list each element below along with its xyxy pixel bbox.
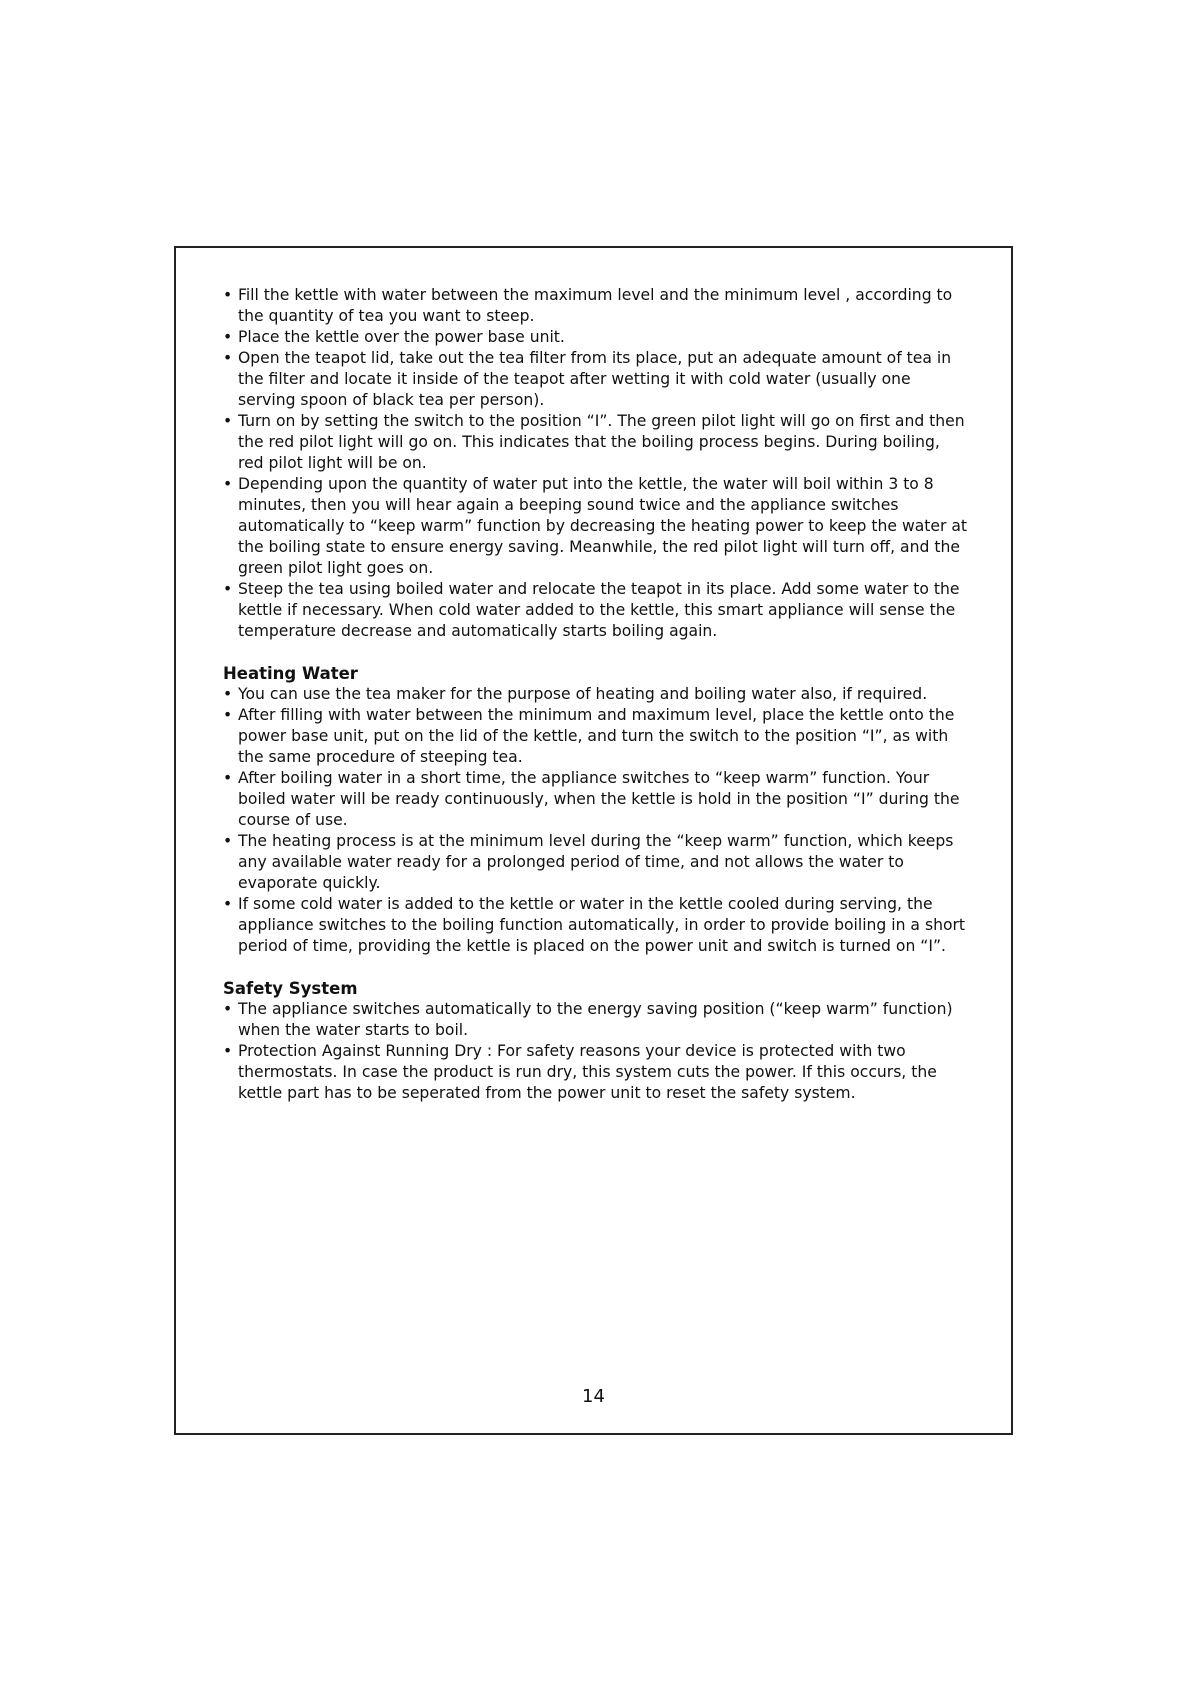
list-item-text: Fill the kettle with water between the maximum level and the minimum level , according to the quantity of tea you want to steep.	[238, 286, 953, 325]
list-item-text: Place the kettle over the power base unit.	[238, 328, 565, 346]
list-item	[223, 684, 967, 705]
list-item-text: Steep the tea using boiled water and relocate the teapot in its place. Add some water to the kettle if necessary. When cold water added to the kettle, this smart appliance will sense the temperature decrease and automatically starts boiling again.	[238, 580, 960, 640]
list-item	[223, 705, 967, 768]
heating-water-heading: Heating Water	[223, 664, 358, 683]
list-item	[223, 285, 967, 327]
safety-system-list	[223, 999, 967, 1104]
list-item-text: Depending upon the quantity of water put into the kettle, the water will boil within 3 to 8 minutes, then you will hear again a beeping sound twice and the appliance switches automatically to “keep warm” function by decreasing the heating power to keep the water at the boiling state to ensure energy saving. Meanwhile, the red pilot light will turn off, and the green pilot light goes on.	[238, 475, 968, 577]
page-content	[223, 285, 967, 1104]
bullet-icon: •	[223, 895, 233, 913]
list-item	[223, 999, 967, 1041]
intro-steps-list	[223, 285, 967, 642]
section-spacer	[223, 642, 967, 663]
list-item-text: If some cold water is added to the kettle or water in the kettle cooled during serving, the appliance switches to the boiling function automatically, in order to provide boiling in a short period of time, providing the kettle is placed on the power unit and switch is turned on “I”.	[238, 895, 966, 955]
bullet-icon: •	[223, 349, 233, 367]
bullet-icon: •	[223, 832, 233, 850]
list-item	[223, 348, 967, 411]
list-item	[223, 894, 967, 957]
safety-system-heading: Safety System	[223, 979, 358, 998]
list-item-text: The appliance switches automatically to the energy saving position (“keep warm” function) when the water starts to boil.	[238, 1000, 953, 1039]
list-item-text: Protection Against Running Dry : For safety reasons your device is protected with two thermostats. In case the product is run dry, this system cuts the power. If this occurs, the kettle part has to be seperated from the power unit to reset the safety system.	[238, 1042, 937, 1102]
list-item	[223, 831, 967, 894]
section-spacer	[223, 957, 967, 978]
list-item-text: After boiling water in a short time, the appliance switches to “keep warm” function. Your boiled water will be ready continuously, when the kettle is hold in the position “I” during the course of use.	[238, 769, 960, 829]
list-item-text: Turn on by setting the switch to the position “I”. The green pilot light will go on first and then the red pilot light will go on. This indicates that the boiling process begins. During boiling, red pilot light will be on.	[238, 412, 965, 472]
bullet-icon: •	[223, 328, 233, 346]
list-item-text: The heating process is at the minimum level during the “keep warm” function, which keeps any available water ready for a prolonged period of time, and not allows the water to evaporate quickly.	[238, 832, 954, 892]
page-frame	[174, 246, 1013, 1435]
bullet-icon: •	[223, 769, 233, 787]
list-item	[223, 768, 967, 831]
bullet-icon: •	[223, 1042, 233, 1060]
list-item-text: After filling with water between the minimum and maximum level, place the kettle onto the power base unit, put on the lid of the kettle, and turn the switch to the position “I”, as with the same procedure of steeping tea.	[238, 706, 955, 766]
bullet-icon: •	[223, 685, 233, 703]
list-item-text: You can use the tea maker for the purpose of heating and boiling water also, if required.	[238, 685, 928, 703]
bullet-icon: •	[223, 580, 233, 598]
list-item	[223, 1041, 967, 1104]
page-number: 14	[582, 1386, 605, 1407]
list-item	[223, 327, 967, 348]
bullet-icon: •	[223, 1000, 233, 1018]
list-item	[223, 411, 967, 474]
bullet-icon: •	[223, 706, 233, 724]
list-item-text: Open the teapot lid, take out the tea filter from its place, put an adequate amount of tea in the filter and locate it inside of the teapot after wetting it with cold water (usually one serving spoon of black tea per person).	[238, 349, 952, 409]
list-item	[223, 474, 967, 579]
list-item	[223, 579, 967, 642]
bullet-icon: •	[223, 475, 233, 493]
bullet-icon: •	[223, 412, 233, 430]
bullet-icon: •	[223, 286, 233, 304]
heating-water-list	[223, 684, 967, 957]
